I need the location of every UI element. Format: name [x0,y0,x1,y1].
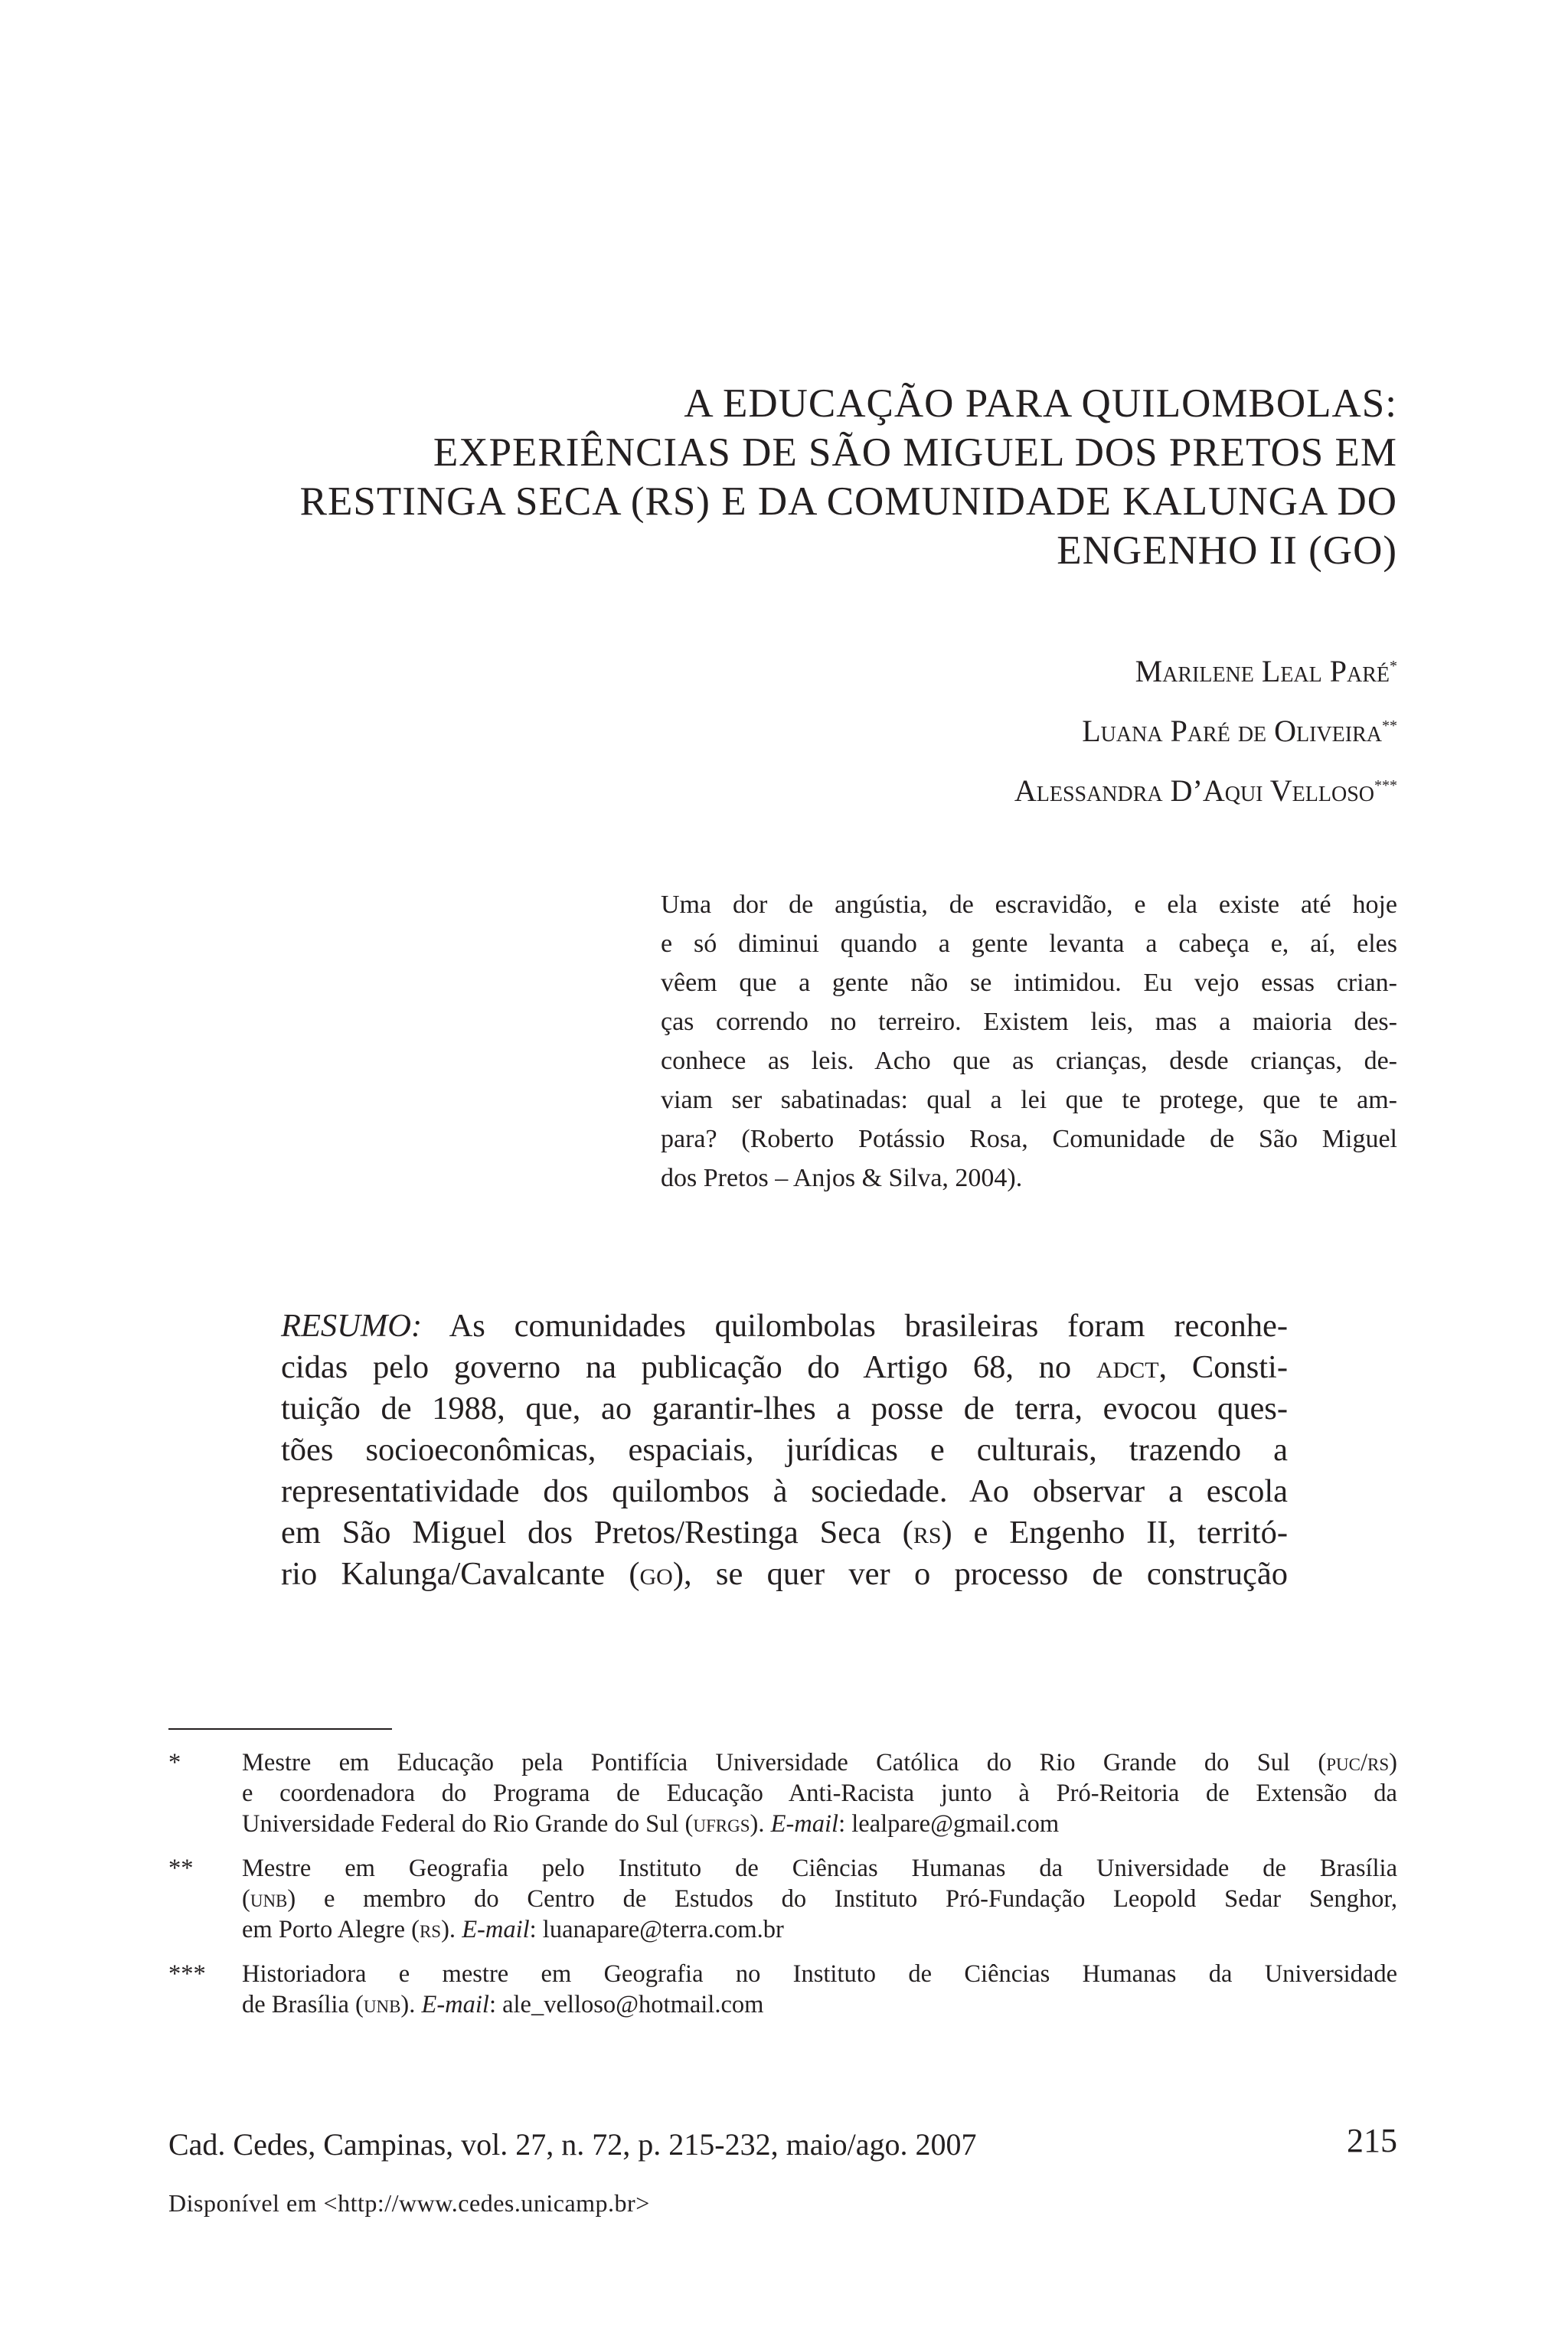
journal-citation [168,2122,1397,2164]
footnote-text: ) [1389,1749,1397,1776]
abbreviation: unb [250,1885,288,1913]
title-line: RESTINGA SECA (RS) E DA COMUNIDADE KALUNGA DO [299,479,1397,524]
abstract-text: rio Kalunga/Cavalcante ( [281,1556,640,1592]
title-line: EXPERIÊNCIAS DE SÃO MIGUEL DOS PRETOS EM [433,430,1397,475]
abstract-text: cidas pelo governo na publicação do Artigo 68, no [281,1349,1072,1385]
page-number: 215 [1347,2122,1397,2159]
abbreviation: puc/rs [1326,1749,1390,1776]
footnote-mark: ** [168,1855,194,1882]
epigraph-line: para? (Roberto Potássio Rosa, Comunidade de São Miguel [661,1125,1397,1153]
epigraph-line: viam ser sabatinadas: qual a lei que te protege, que te am- [661,1086,1397,1114]
abstract-label: RESUMO: [281,1308,423,1344]
author-name: Luana Paré de Oliveira [1082,714,1382,748]
footnote-line [242,1884,1397,1914]
abstract-text: em São Miguel dos Pretos/Restinga Seca ( [281,1515,913,1551]
footnote [168,1959,1397,2020]
abstract-line: representatividade dos quilombos à sociedade. Ao observar a escola [281,1473,1288,1509]
epigraph-line: ças correndo no terreiro. Existem leis, mas a maioria des- [661,1008,1397,1036]
email-label: E-mail [421,1991,489,2018]
availability-note: Disponível em <http://www.cedes.unicamp.br> [168,2189,650,2217]
footnote-text: ( [242,1885,250,1913]
footnote-line: Mestre em Geografia pelo Instituto de Ciências Humanas da Universidade de Brasília [242,1855,1397,1882]
footnote-mark: *** [1374,777,1397,794]
abstract [281,1306,1288,1595]
footnotes [168,1747,1397,2034]
epigraph-line: Uma dor de angústia, de escravidão, e ela existe até hoje [661,891,1397,919]
footnote-line [242,1989,1397,2020]
footnote-text: Universidade Federal do Rio Grande do Sul ( [242,1810,694,1838]
footnote-text: em Porto Alegre ( [242,1916,420,1943]
footnote-text: de Brasília ( [242,1991,364,2018]
citation-text: Cad. Cedes, Campinas, vol. 27, n. 72, p. 215-232, maio/ago. 2007 [168,2127,977,2162]
footnote [168,1747,1397,1839]
footnote-text: ) e membro do Centro de Estudos do Instituto Pró-Fundação Leopold Sedar Senghor, [287,1885,1397,1913]
title-line: ENGENHO II (GO) [1057,528,1397,573]
epigraph-line: vêem que a gente não se intimidou. Eu vejo essas crian- [661,969,1397,997]
footnote-mark: * [1390,658,1397,675]
epigraph [661,885,1397,1198]
footnote-line: e coordenadora do Programa de Educação Anti-Racista junto à Pró-Reitoria de Extensão da [242,1780,1397,1807]
author-name: Marilene Leal Paré [1135,654,1390,688]
footnote-line [242,1914,1397,1945]
email-address: : luanapare@terra.com.br [529,1916,784,1943]
epigraph-line: conhece as leis. Acho que as crianças, desde crianças, de- [661,1047,1397,1075]
footnote-text: ). [441,1916,456,1943]
footnote [168,1853,1397,1945]
abstract-line [281,1512,1288,1554]
abstract-line: tões socioeconômicas, espaciais, jurídicas e culturais, trazendo a [281,1432,1288,1468]
epigraph-line: dos Pretos – Anjos & Silva, 2004). [661,1164,1023,1192]
footnote-line [242,1747,1397,1778]
email-label: E-mail [770,1810,839,1838]
author [689,642,1397,701]
author [689,761,1397,821]
abbreviation: rs [913,1515,942,1551]
abbreviation: unb [363,1991,401,2018]
footnote-mark: *** [168,1960,206,1988]
footnote-mark: ** [1382,717,1397,734]
email-label: E-mail [462,1916,530,1943]
author-list [689,642,1397,821]
author-name: Alessandra D’Aqui Velloso [1014,773,1374,808]
footnote-mark: * [168,1749,181,1776]
footnote-divider [168,1728,392,1730]
footnote-text: ). [400,1991,416,2018]
abstract-text: ) e Engenho II, territó- [941,1515,1288,1551]
epigraph-line: e só diminui quando a gente levanta a cabeça e, aí, eles [661,930,1397,958]
abstract-line: tuição de 1988, que, ao garantir-lhes a posse de terra, evocou ques- [281,1391,1288,1427]
abstract-text: , Consti- [1158,1349,1289,1385]
abbreviation: adct [1096,1349,1159,1385]
title-line: A EDUCAÇÃO PARA QUILOMBOLAS: [684,381,1397,426]
email-address: : lealpare@gmail.com [838,1810,1060,1838]
footnote-line [242,1809,1397,1839]
abstract-text: As comunidades quilombolas brasileiras foram reconhe- [449,1308,1289,1344]
footnote-text: ). [750,1810,765,1838]
footnote-text: Mestre em Educação pela Pontifícia Universidade Católica do Rio Grande do Sul ( [242,1749,1327,1776]
abbreviation: go [639,1556,673,1592]
footnote-line: Historiadora e mestre em Geografia no Instituto de Ciências Humanas da Universidade [242,1960,1397,1988]
abstract-line [281,1554,1288,1595]
article-title [153,379,1397,575]
abbreviation: ufrgs [693,1810,750,1838]
abbreviation: rs [419,1916,442,1943]
abstract-text: ), se quer ver o processo de construção [672,1556,1288,1592]
abstract-line [281,1347,1288,1388]
email-address: : ale_velloso@hotmail.com [488,1991,764,2018]
abstract-line [281,1306,1288,1347]
author [689,701,1397,761]
